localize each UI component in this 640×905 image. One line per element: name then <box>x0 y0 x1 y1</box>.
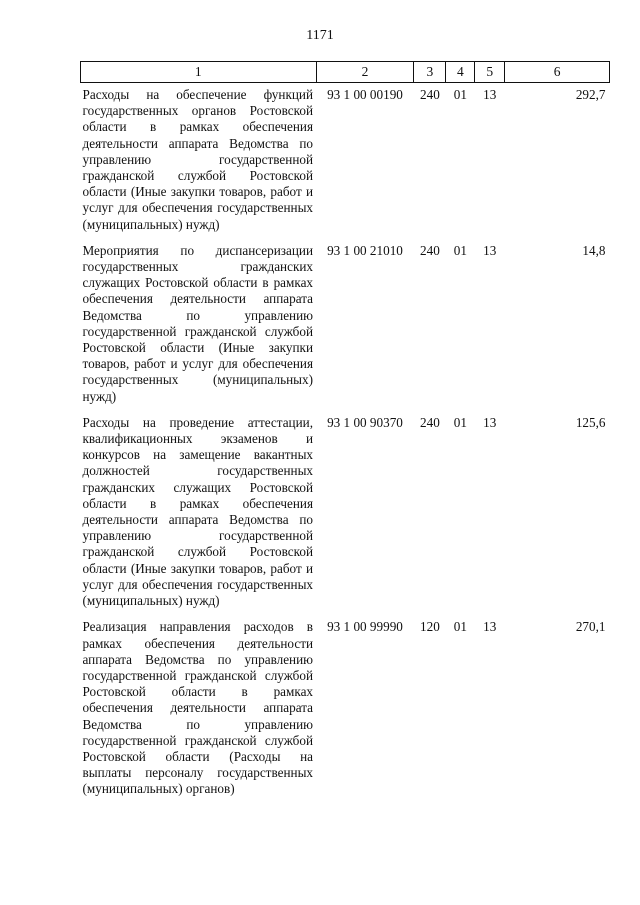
column-header: 1 <box>81 62 317 83</box>
expense-name: Реализация направления расходов в рамках обеспечения деятельности аппарата Ведомства по управлению государственной гражданской службой Ростовской области в рамках обеспечения деятельности аппарата Ведомства по управлению государственной гражданской службой Ростовской области (Расходы на выплаты персоналу государственных (муниципальных) органов) <box>82 619 314 797</box>
expense-name: Расходы на обеспечение функций государственных органов Ростовской области в рамках обеспечения деятельности аппарата Ведомства по управлению государственной гражданской службой Ростовской области (Иные закупки товаров, работ и услуг для обеспечения государственных (муниципальных) нужд) <box>82 87 314 232</box>
table-row <box>81 615 610 803</box>
column-header: 2 <box>316 62 414 83</box>
budget-code: 93 1 00 99990 <box>327 619 403 635</box>
section: 01 <box>453 619 467 635</box>
expense-type: 240 <box>420 87 440 102</box>
expense-name: Мероприятия по диспансеризации государственных гражданских служащих Ростовской области в рамках обеспечения деятельности аппарата Ведомства по управлению государственной гражданской службой Ростовской области (Иные закупки товаров, работ и услуг для обеспечения государственных (муниципальных) нужд) <box>82 242 314 404</box>
table-row <box>81 83 610 239</box>
section: 01 <box>453 414 467 430</box>
subsection: 13 <box>483 87 497 102</box>
column-header: 4 <box>446 62 475 83</box>
subsection: 13 <box>483 414 497 430</box>
section: 01 <box>453 87 467 102</box>
table-row <box>81 411 610 615</box>
column-header: 5 <box>475 62 505 83</box>
budget-code: 93 1 00 00190 <box>327 87 403 102</box>
section: 01 <box>453 242 467 258</box>
amount: 125,6 <box>575 414 606 430</box>
subsection: 13 <box>483 619 497 635</box>
column-header: 6 <box>505 62 610 83</box>
expense-type: 120 <box>420 619 440 635</box>
expense-type: 240 <box>420 414 440 430</box>
column-header: 3 <box>414 62 446 83</box>
amount: 14,8 <box>582 242 606 258</box>
budget-code: 93 1 00 90370 <box>327 414 403 430</box>
header-row <box>81 62 610 83</box>
page-number: 1171 <box>306 28 334 43</box>
expense-name: Расходы на проведение аттестации, квалификационных экзаменов и конкурсов на замещение вакантных должностей государственных гражданских служащих Ростовской области в рамках обеспечения деятельности аппарата Ведомства по управлению государственной гражданской службой Ростовской области (Иные закупки товаров, работ и услуг для обеспечения государственных (муниципальных) нужд) <box>82 414 314 609</box>
amount: 270,1 <box>575 619 606 635</box>
table-row <box>81 239 610 411</box>
budget-table <box>80 61 610 804</box>
amount: 292,7 <box>575 87 606 102</box>
subsection: 13 <box>483 242 497 258</box>
expense-type: 240 <box>420 242 440 258</box>
budget-code: 93 1 00 21010 <box>327 242 403 258</box>
